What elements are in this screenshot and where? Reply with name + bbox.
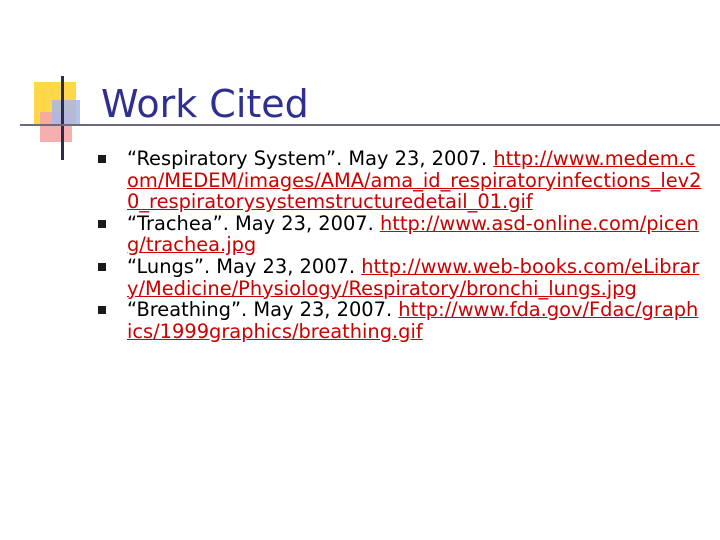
decorative-vertical-line — [61, 76, 64, 160]
reference-link[interactable]: http://www.asd-online.com/piceng/trachea.jpg — [127, 211, 699, 257]
reference-text: “Trachea”. May 23, 2007. — [127, 211, 380, 235]
reference-link[interactable]: http://www.web-books.com/eLibrary/Medicine/Physiology/Respiratory/bronchi_lungs.jpg — [127, 254, 700, 300]
reference-item — [98, 299, 703, 342]
slide-title: Work Cited — [101, 82, 309, 126]
reference-item — [98, 148, 703, 213]
bullet-icon — [98, 155, 106, 163]
decorative-blue-square — [52, 100, 80, 126]
reference-item — [98, 256, 703, 299]
reference-list — [98, 148, 703, 342]
reference-item — [98, 213, 703, 256]
reference-link[interactable]: http://www.fda.gov/Fdac/graphics/1999graphics/breathing.gif — [127, 298, 699, 343]
reference-text: “Breathing”. May 23, 2007. — [127, 298, 399, 322]
bullet-icon — [98, 306, 106, 314]
reference-text: “Respiratory System”. May 23, 2007. — [127, 147, 494, 170]
reference-text: “Lungs”. May 23, 2007. — [127, 254, 362, 278]
bullet-icon — [98, 220, 106, 228]
bullet-icon — [98, 263, 106, 271]
reference-link[interactable]: http://www.medem.com/MEDEM/images/AMA/ama_id_respiratoryinfections_lev20_respiratorysystemstructuredetail_01.gif — [127, 147, 702, 214]
